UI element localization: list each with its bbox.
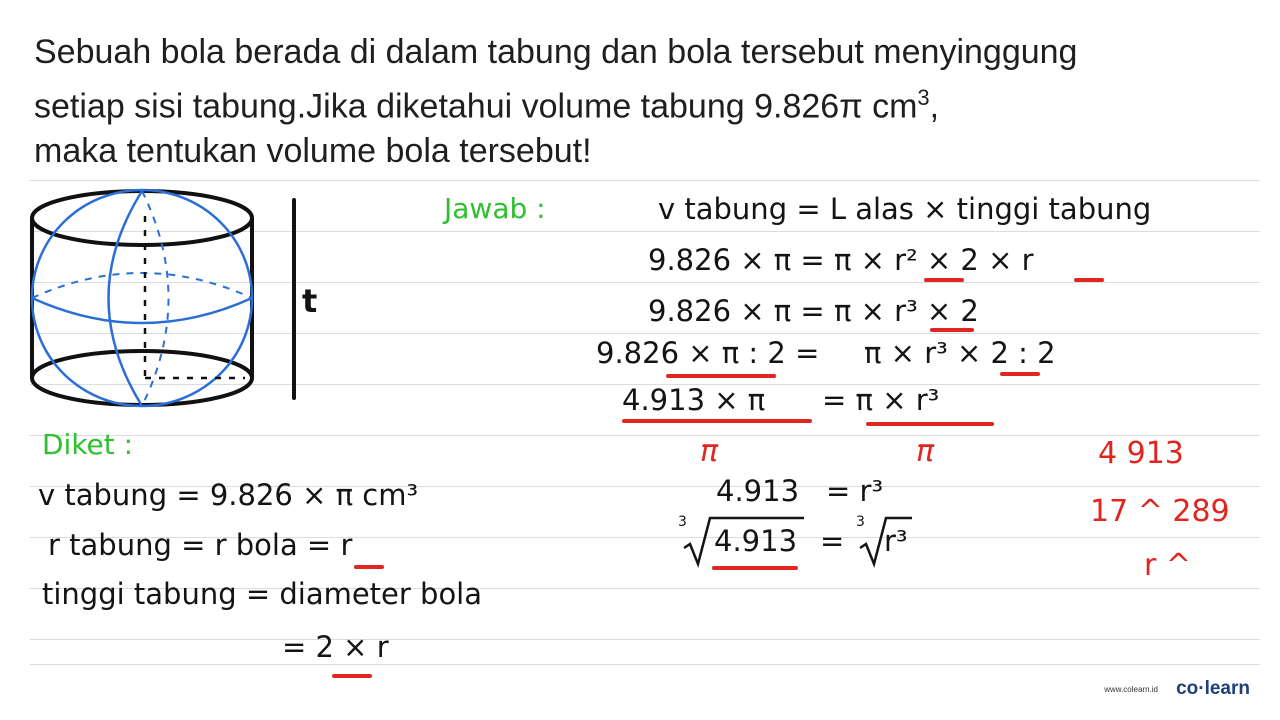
diket-line-3: tinggi tabung = diameter bola: [42, 577, 483, 611]
jawab-title: Jawab :: [444, 192, 546, 225]
step-5-right: = π × r³: [822, 383, 940, 417]
step-6-right: = r³: [826, 474, 884, 508]
divide-by-pi-left: π: [700, 434, 719, 469]
question-line-2-comma: ,: [929, 87, 940, 126]
question-line-2: [34, 75, 1244, 129]
question-line-2-text: setiap sisi tabung.Jika diketahui volume tabung 9.826π cm: [34, 87, 918, 126]
underline-step-5-right: [866, 422, 994, 426]
question-line-3: maka tentukan volume bola tersebut!: [34, 132, 592, 171]
underline-r-single: [1074, 278, 1104, 282]
diket-line-4: = 2 × r: [282, 630, 389, 664]
side-note-3: r ^: [1144, 548, 1192, 583]
step-4-right: π × r³ × 2 : 2: [864, 336, 1056, 370]
sphere-equator-back: [32, 273, 252, 298]
underline-step-5-left: [622, 419, 812, 423]
question-line-1: Sebuah bola berada di dalam tabung dan bola tersebut menyinggung: [34, 33, 1078, 71]
site-url: www.colearn.id: [1104, 685, 1158, 694]
sphere-equator-front: [32, 298, 252, 323]
cylinder-sphere-figure: [20, 188, 290, 413]
height-line: [292, 198, 296, 400]
step-7-left: 4.913: [714, 524, 798, 558]
side-note-1: 4 913: [1098, 436, 1184, 471]
side-note-2: 17 ^ 289: [1090, 494, 1230, 529]
step-3: 9.826 × π = π × r³ × 2: [648, 294, 979, 328]
colearn-logo: co·learn: [1176, 678, 1250, 699]
question-text: [34, 30, 1244, 174]
step-2: 9.826 × π = π × r² × 2 × r: [648, 243, 1034, 277]
underline-step-4-right: [1000, 372, 1040, 376]
diket-line-2: r tabung = r bola = r: [48, 528, 353, 562]
underline-step-7: [712, 566, 798, 570]
underline-step-4: [666, 374, 776, 378]
sphere-outline: [32, 190, 252, 406]
root-index-left: 3: [678, 514, 687, 530]
sphere-meridian-front: [109, 191, 143, 406]
step-5-left: 4.913 × π: [622, 383, 766, 417]
cylinder-top-ellipse: [32, 191, 252, 245]
root-index-right: 3: [856, 514, 865, 530]
diket-title: Diket :: [42, 428, 134, 461]
underline-2r: [332, 674, 372, 678]
question-exponent: 3: [917, 85, 930, 110]
underline-r: [354, 565, 384, 569]
diket-line-1: v tabung = 9.826 × π cm³: [38, 478, 419, 512]
step-6-left: 4.913: [716, 474, 800, 508]
step-1: v tabung = L alas × tinggi tabung: [658, 192, 1152, 226]
divide-by-pi-right: π: [916, 434, 935, 469]
step-7-equals: =: [820, 524, 845, 558]
underline-r2: [924, 278, 964, 282]
step-4-left: 9.826 × π : 2 =: [596, 336, 820, 370]
height-label: t: [302, 282, 318, 320]
step-7-right: r³: [884, 524, 908, 558]
underline-r3: [930, 328, 974, 332]
